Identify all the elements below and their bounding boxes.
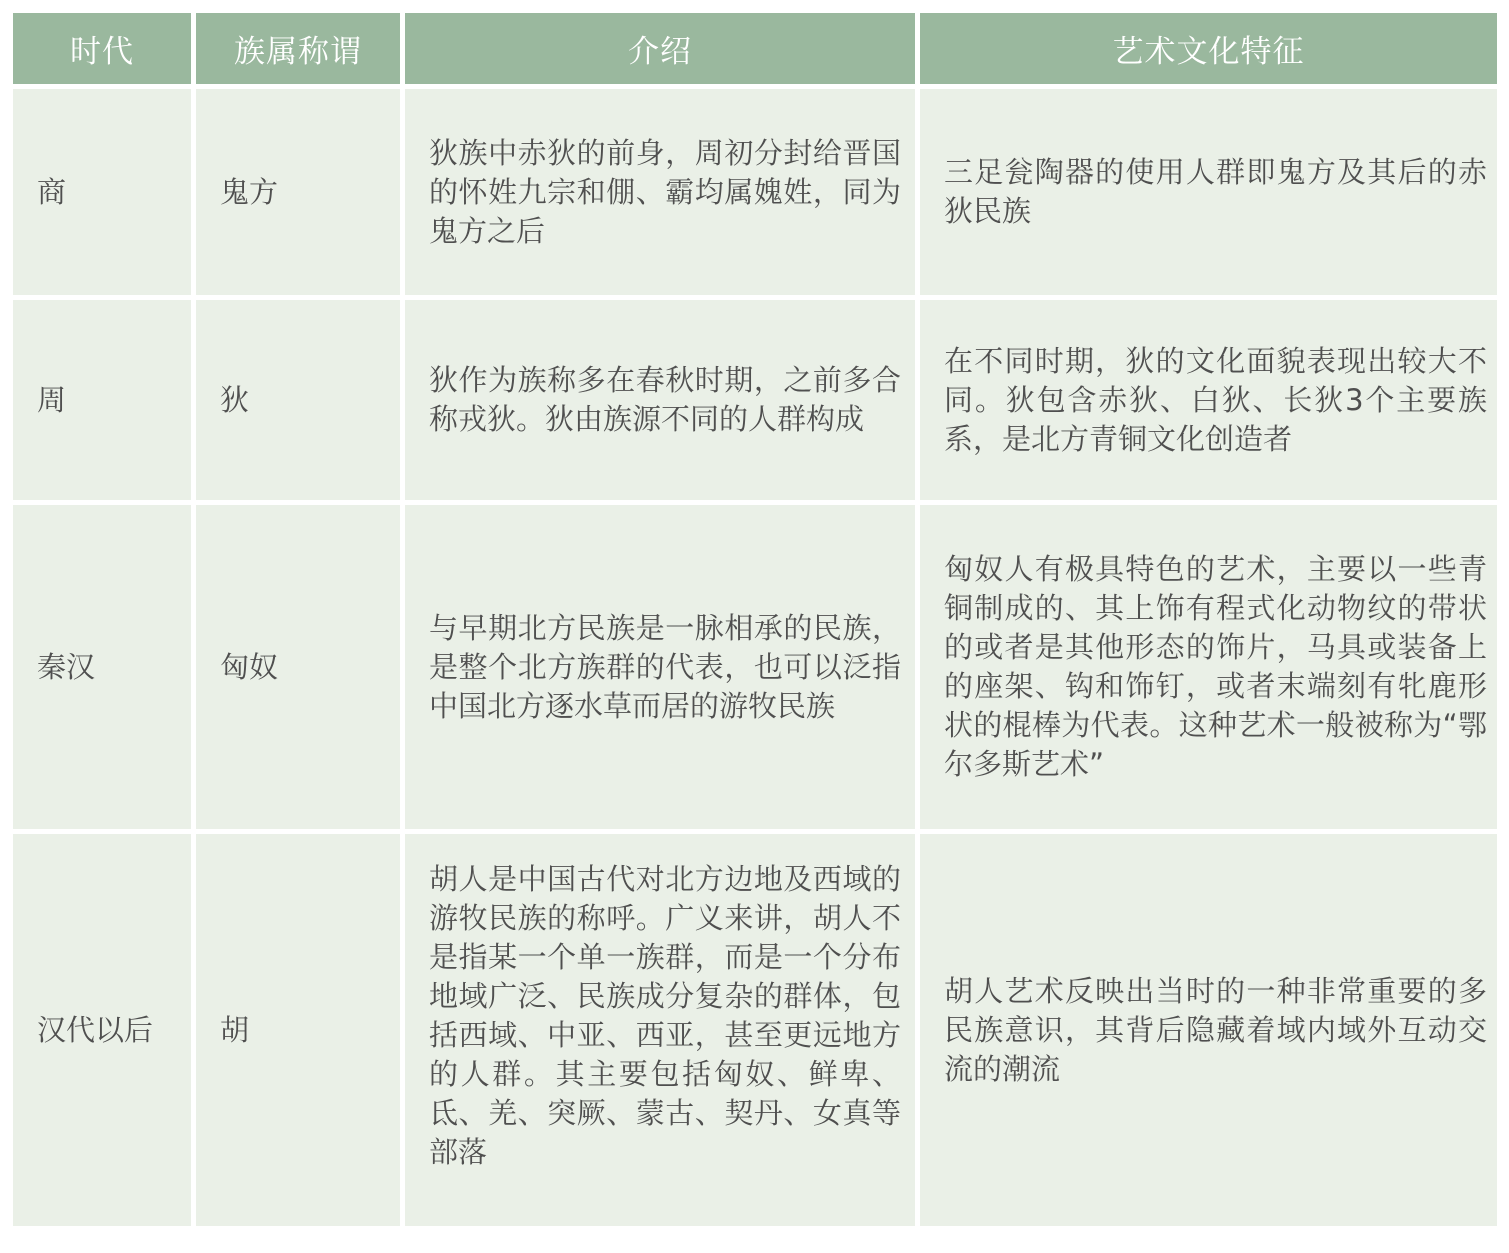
header-intro: 介绍 bbox=[405, 13, 915, 84]
table-row-1-era: 商 bbox=[13, 89, 191, 295]
header-art: 艺术文化特征 bbox=[920, 13, 1497, 84]
table-row-4-era: 汉代以后 bbox=[13, 834, 191, 1226]
table-row-3-era: 秦汉 bbox=[13, 505, 191, 829]
table-row-3-name: 匈奴 bbox=[196, 505, 400, 829]
table-row-4-art: 胡人艺术反映出当时的一种非常重要的多民族意识，其背后隐藏着域内域外互动交流的潮流 bbox=[920, 834, 1497, 1226]
table-row-1-intro: 狄族中赤狄的前身，周初分封给晋国的怀姓九宗和倗、霸均属媿姓，同为鬼方之后 bbox=[405, 89, 915, 295]
table-row-3-art: 匈奴人有极具特色的艺术，主要以一些青铜制成的、其上饰有程式化动物纹的带状的或者是其他形态的饰片，马具或装备上的座架、钩和饰钉，或者末端刻有牝鹿形状的棍棒为代表。这种艺术一般被称为“鄂尔多斯艺术” bbox=[920, 505, 1497, 829]
table-row-2-name: 狄 bbox=[196, 300, 400, 500]
header-name: 族属称谓 bbox=[196, 13, 400, 84]
table-row-1-art: 三足瓮陶器的使用人群即鬼方及其后的赤狄民族 bbox=[920, 89, 1497, 295]
table-row-3-intro: 与早期北方民族是一脉相承的民族，是整个北方族群的代表，也可以泛指中国北方逐水草而居的游牧民族 bbox=[405, 505, 915, 829]
table-row-2-intro: 狄作为族称多在春秋时期，之前多合称戎狄。狄由族源不同的人群构成 bbox=[405, 300, 915, 500]
table-row-2-art: 在不同时期，狄的文化面貌表现出较大不同。狄包含赤狄、白狄、长狄3个主要族系，是北方青铜文化创造者 bbox=[920, 300, 1497, 500]
table-row-4-intro: 胡人是中国古代对北方边地及西域的游牧民族的称呼。广义来讲，胡人不是指某一个单一族群，而是一个分布地域广泛、民族成分复杂的群体，包括西域、中亚、西亚，甚至更远地方的人群。其主要包括匈奴、鲜卑、氐、羌、突厥、蒙古、契丹、女真等部落 bbox=[405, 834, 915, 1226]
ethnic-groups-table bbox=[13, 13, 1497, 1253]
table-row-1-name: 鬼方 bbox=[196, 89, 400, 295]
table-row-2-era: 周 bbox=[13, 300, 191, 500]
table-row-4-name: 胡 bbox=[196, 834, 400, 1226]
header-era: 时代 bbox=[13, 13, 191, 84]
